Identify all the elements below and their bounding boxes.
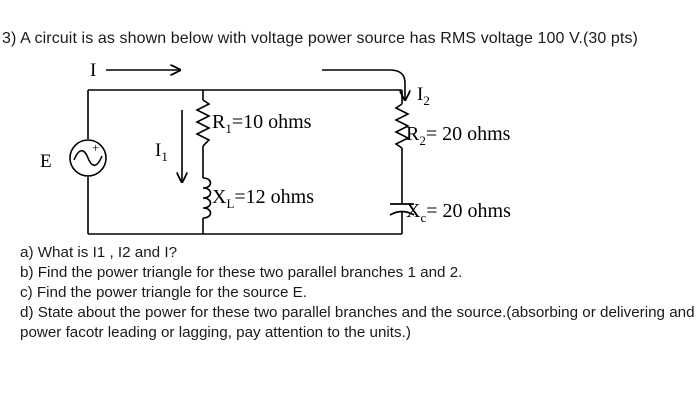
inductor-xl-symbol: [203, 178, 211, 218]
part-c: c) Find the power triangle for the source E.: [20, 284, 308, 301]
source-plus-sign: +: [92, 140, 100, 155]
source-label: E: [40, 151, 52, 172]
question-parts: [20, 243, 695, 343]
r1-label: $R_1=10$ ohms: [212, 111, 312, 136]
part-b: b) Find the power triangle for these two parallel branches 1 and 2.: [20, 264, 463, 281]
ac-source-symbol: [70, 140, 106, 176]
r2-label: $R_2= 20$ ohms: [406, 123, 511, 148]
question-title: 3) A circuit is as shown below with voltage power source has RMS voltage 100 V.(30 pts): [2, 30, 638, 47]
part-d: d) State about the power for these two parallel branches and the source.(absorbing or delivering and power facotr leading or lagging, pay attention to the units.): [20, 304, 695, 341]
current-i-label: I: [90, 60, 97, 81]
current-i1-label: $I_1$: [155, 140, 168, 164]
current-i2-label: $I_2$: [417, 84, 430, 108]
xl-label: $X_L=12$ ohms: [212, 186, 315, 211]
current-i2-arrow: [322, 70, 405, 100]
part-a: a) What is I1 , I2 and I?: [20, 244, 178, 261]
resistor-r1-symbol: [197, 100, 209, 146]
xc-label: $X_c= 20$ ohms: [406, 200, 511, 225]
